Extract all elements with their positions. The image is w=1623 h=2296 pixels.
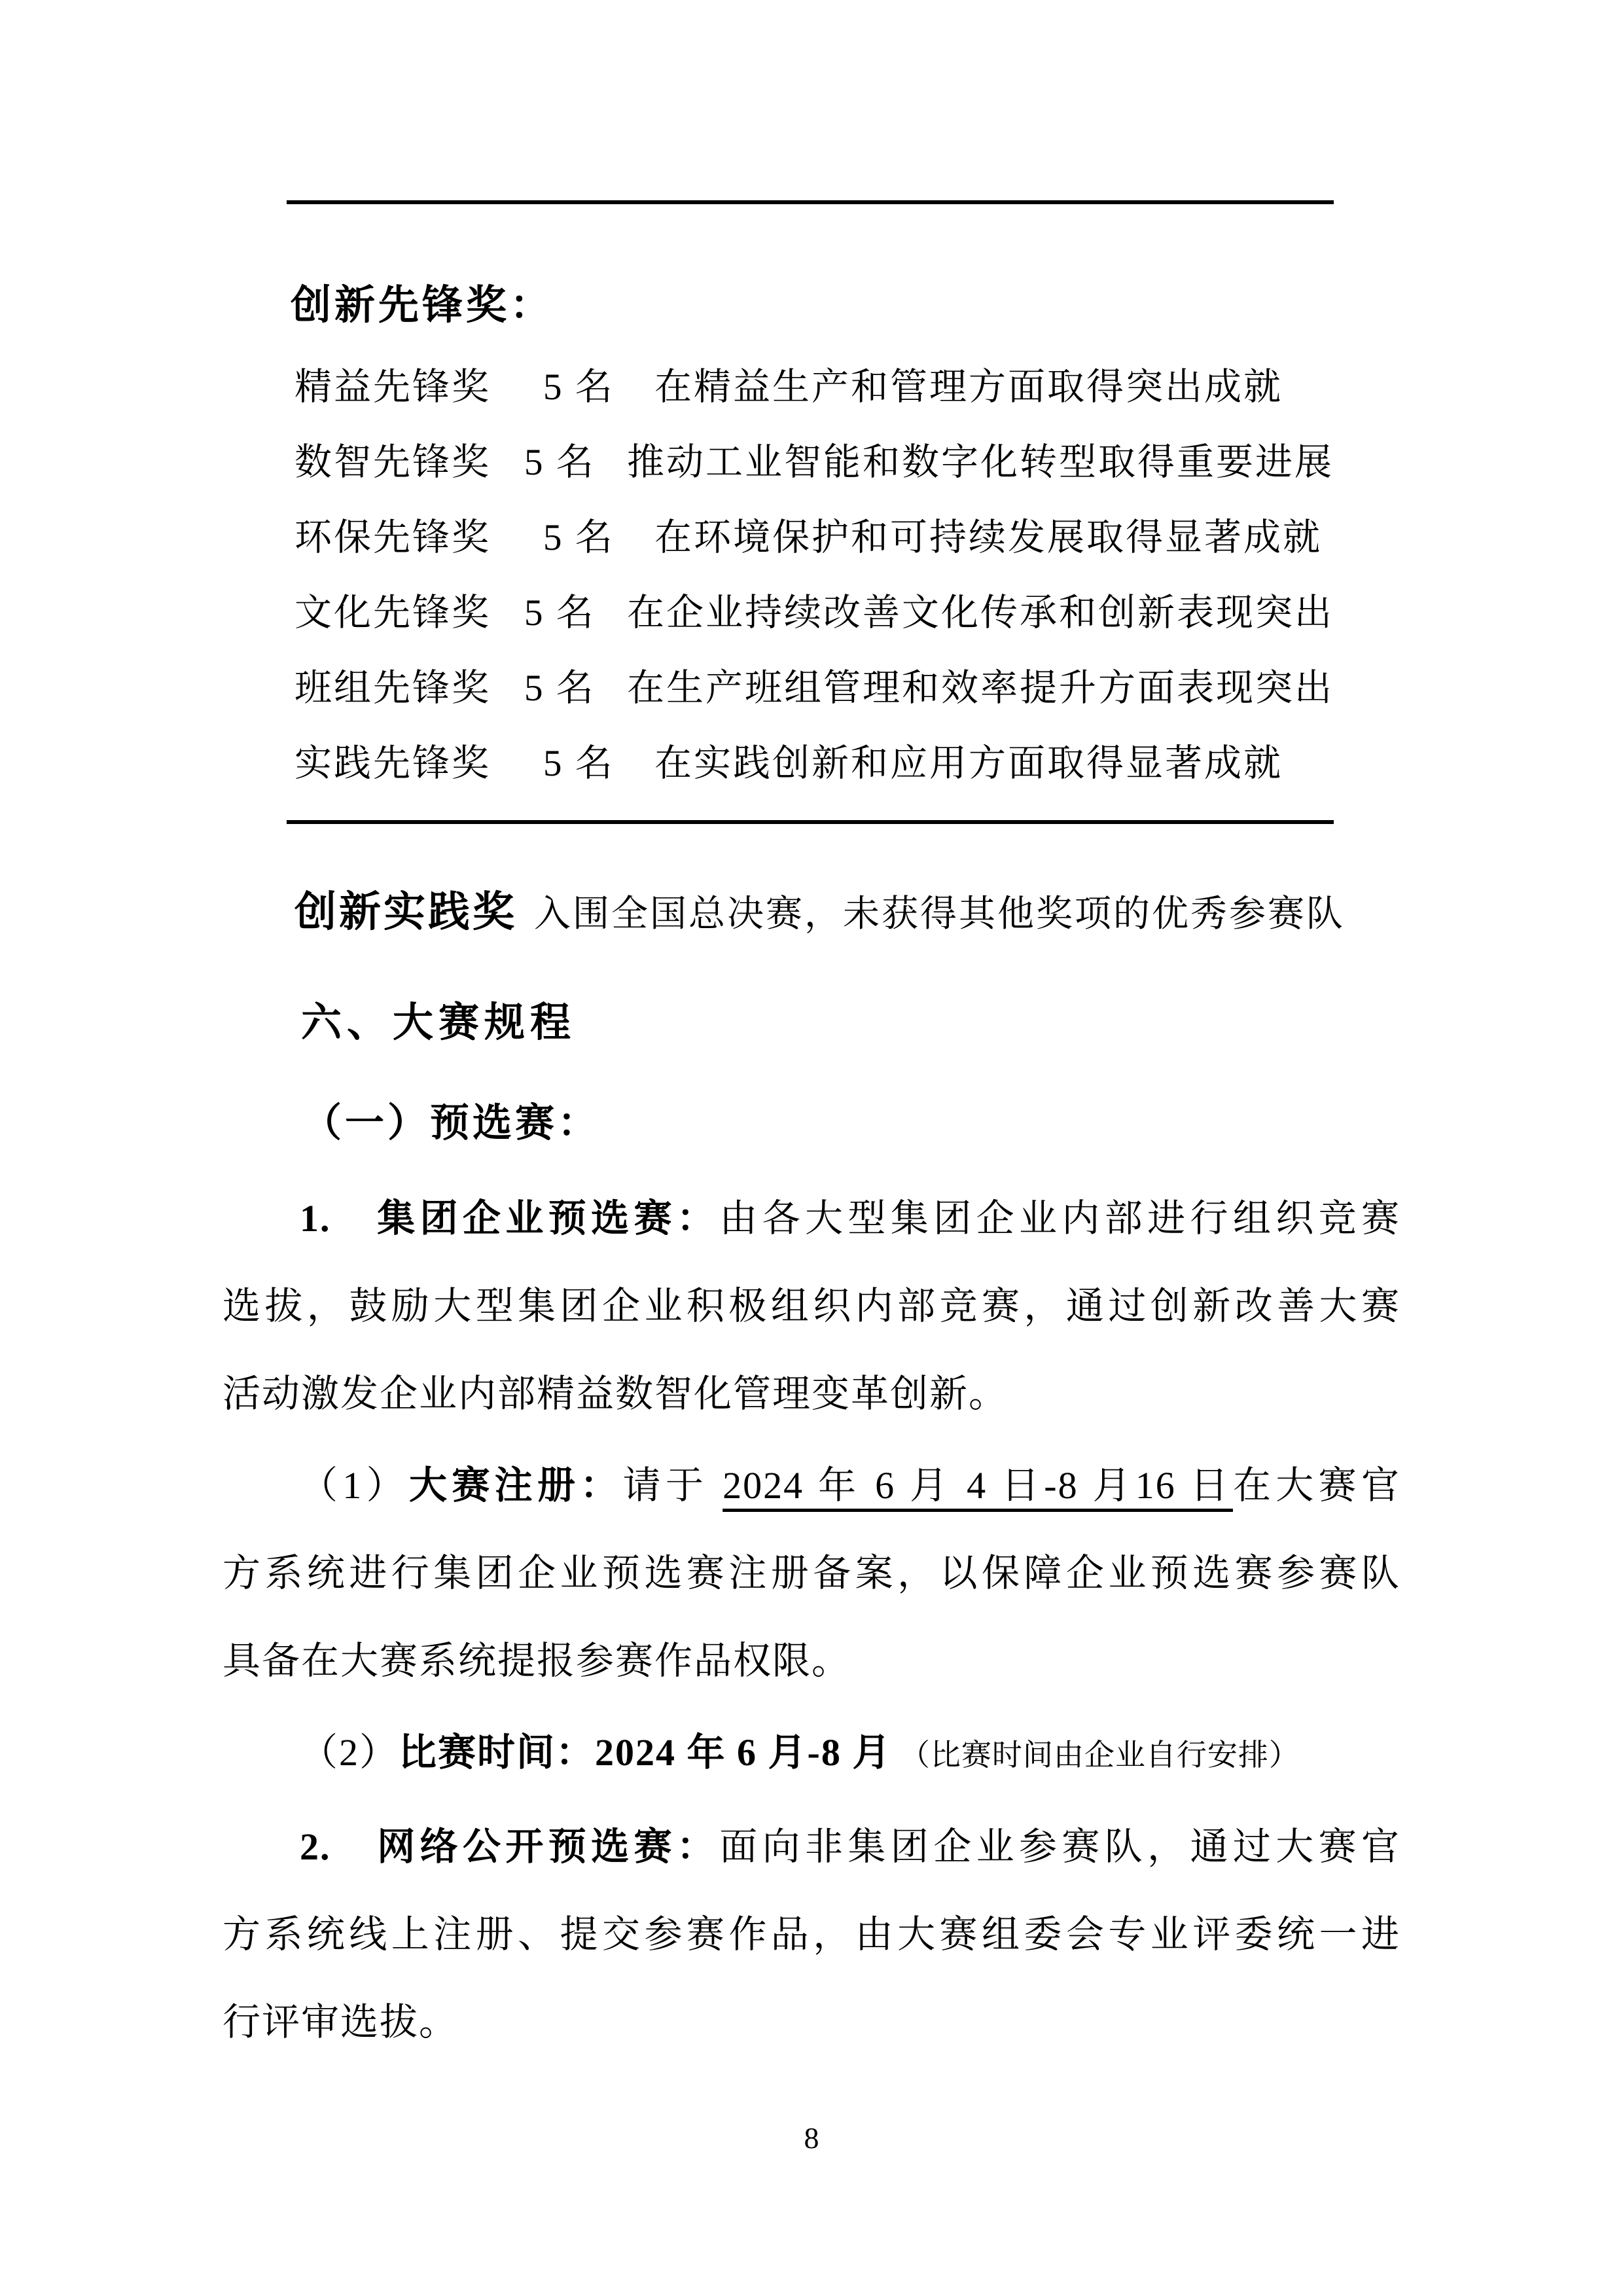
text-segment: 在大赛官	[1232, 1464, 1400, 1507]
practice-award-row	[294, 878, 1345, 939]
award-count-cell: 5 名	[543, 516, 615, 558]
practice-award-description: 入围全国总决赛，未获得其他奖项的优秀参赛队	[534, 894, 1345, 935]
paragraph	[223, 1175, 1400, 1438]
award-desc-cell: 在生产班组管理和效率提升方面表现突出	[627, 667, 1334, 709]
text-segment: （比赛时间由企业自行安排）	[891, 1738, 1300, 1772]
text-line	[223, 1175, 1400, 1263]
text-line	[223, 1803, 1400, 1891]
text-segment: 2024 年 6 月 4 日-8 月16 日	[722, 1464, 1233, 1507]
text-segment: 行评审选拔。	[223, 2001, 459, 2043]
text-segment: 活动激发企业内部精益数智化管理变革创新。	[223, 1372, 1008, 1415]
paragraph	[223, 1442, 1400, 1705]
text-segment: 具备在大赛系统提报参赛作品权限。	[223, 1640, 851, 1682]
award-count-cell: 5 名	[524, 667, 596, 709]
award-desc-cell: 在企业持续改善文化传承和创新表现突出	[627, 592, 1334, 634]
text-segment: 集团企业预选赛：	[377, 1197, 720, 1240]
awards-table-top-border	[287, 200, 1334, 204]
award-count-cell: 5 名	[524, 441, 596, 483]
text-line	[223, 1709, 1400, 1799]
text-segment: 1.	[300, 1197, 378, 1240]
text-line	[223, 1891, 1400, 1979]
award-name-cell: 数智先锋奖	[294, 441, 491, 483]
paragraph	[223, 1803, 1400, 2066]
award-category-title: 创新先锋奖：	[291, 283, 554, 328]
page-number: 8	[804, 2121, 819, 2155]
practice-award-label: 创新实践奖	[294, 889, 517, 935]
table-row	[287, 346, 1334, 421]
awards-table	[287, 346, 1334, 797]
award-name-cell: 文化先锋奖	[294, 592, 491, 634]
award-desc-cell: 在实践创新和应用方面取得显著成就	[654, 742, 1283, 784]
paragraph	[223, 1709, 1400, 1799]
text-line	[223, 1263, 1400, 1350]
award-count-cell: 5 名	[543, 366, 615, 408]
text-line	[223, 1530, 1400, 1617]
text-line	[223, 1617, 1400, 1705]
text-line	[223, 1442, 1400, 1530]
awards-table-bottom-border	[287, 820, 1334, 824]
award-desc-cell: 推动工业智能和数字化转型取得重要进展	[627, 441, 1334, 483]
text-segment: （2）	[300, 1731, 399, 1774]
section-heading: 六、大赛规程	[301, 1000, 577, 1045]
text-segment: 请于	[622, 1464, 723, 1507]
award-name-cell: 环保先锋奖	[294, 516, 491, 558]
table-row	[287, 496, 1334, 571]
table-row	[287, 571, 1334, 647]
text-segment: 大赛注册：	[409, 1464, 623, 1507]
award-desc-cell: 在精益生产和管理方面取得突出成就	[654, 366, 1283, 408]
award-count-cell: 5 名	[524, 592, 596, 634]
text-segment: 网络公开预选赛：	[377, 1825, 720, 1868]
text-segment: 2.	[300, 1825, 378, 1868]
text-segment: 选拔，鼓励大型集团企业积极组织内部竞赛，通过创新改善大赛	[223, 1285, 1400, 1327]
text-segment: 方系统线上注册、提交参赛作品，由大赛组委会专业评委统一进	[223, 1913, 1400, 1956]
text-segment: 面向非集团企业参赛队，通过大赛官	[719, 1825, 1400, 1868]
award-desc-cell: 在环境保护和可持续发展取得显著成就	[654, 516, 1322, 558]
table-row	[287, 647, 1334, 722]
award-count-cell: 5 名	[543, 742, 615, 784]
text-line	[223, 1350, 1400, 1438]
award-name-cell: 精益先锋奖	[294, 366, 491, 408]
table-row	[287, 421, 1334, 496]
text-segment: （1）	[300, 1464, 409, 1507]
text-segment: 由各大型集团企业内部进行组织竞赛	[719, 1197, 1400, 1240]
text-line	[223, 1979, 1400, 2066]
body-paragraphs	[223, 1175, 1400, 2070]
award-name-cell: 班组先锋奖	[294, 667, 491, 709]
table-row	[287, 722, 1334, 797]
award-name-cell: 实践先锋奖	[294, 742, 491, 784]
text-segment: 方系统进行集团企业预选赛注册备案，以保障企业预选赛参赛队	[223, 1552, 1400, 1594]
text-segment: 比赛时间：2024 年 6 月-8 月	[399, 1731, 892, 1774]
subsection-heading: （一）预选赛：	[302, 1102, 600, 1145]
